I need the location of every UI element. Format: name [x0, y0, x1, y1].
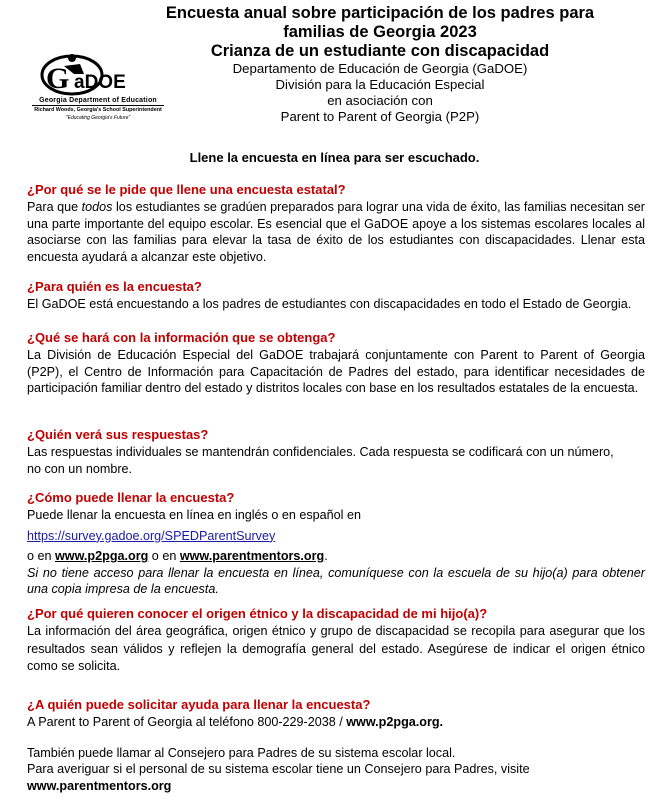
- question-what: ¿Qué se hará con la información que se obtenga?: [27, 330, 336, 345]
- answer-how-italic: Si no tiene acceso para llenar la encuesta en línea, comuníquese con la escuela de su hijo(a) para obtener una copia impresa de la encuesta.: [27, 565, 645, 597]
- question-how: ¿Cómo puede llenar la encuesta?: [27, 490, 235, 505]
- logo-wordmark-g: G: [46, 62, 70, 95]
- document-header: [110, 4, 650, 125]
- answer-how-link-line: [27, 528, 645, 544]
- answer-see-1: Las respuestas individuales se mantendrán confidenciales. Cada respuesta se codificará con un número,: [27, 445, 614, 460]
- dept-line: Departamento de Educación de Georgia (GaDOE): [232, 61, 528, 76]
- parentmentors-link[interactable]: www.parentmentors.org: [179, 549, 325, 564]
- logo-superintendent: Richard Woods, Georgia's School Superintendent: [34, 107, 162, 113]
- division-line: División para la Educación Especial: [275, 77, 485, 92]
- question-why: ¿Por qué se le pide que llene una encuesta estatal?: [27, 182, 346, 197]
- answer-ethnic: La información del área geográfica, origen étnico y grupo de discapacidad se recopila para asegurar que los resultados sean válidos y reflejen la demografía general del estado. Asegúrese de indicar el origen étnico como se solicita.: [27, 624, 645, 674]
- logo-wordmark-rest: aDOE: [74, 72, 126, 93]
- answer-see-2: no con un nombre.: [27, 461, 133, 476]
- answer-how-1: Puede llenar la encuesta en línea en inglés o en español en: [27, 508, 361, 523]
- answer-how-2: o en www.p2pga.org o en www.parentmentors.org.: [27, 549, 328, 564]
- section-what: [27, 330, 645, 397]
- survey-prompt: Llene la encuesta en línea para ser escuchado.: [189, 150, 480, 165]
- answer-why: Para que todos los estudiantes se gradúen preparados para lograr una vida de éxito, las familias necesitan ser una parte importante del equipo escolar. Es esencial que el GaDOE apoye a los sistemas escolares locales al asociarse con las familias para elevar la tasa de éxito de los estudiantes con discapacidades. Llenar esta encuesta ayudará a alcanzar este objetivo.: [27, 200, 645, 264]
- answer-help-3: Para averiguar si el personal de su sistema escolar tiene un Consejero para Padres, visite: [27, 762, 530, 777]
- answer-help-2: También puede llamar al Consejero para Padres de su sistema escolar local.: [27, 745, 456, 760]
- answer-what: La División de Educación Especial del GaDOE trabajará conjuntamente con Parent to Parent of Georgia (P2P), el Centro de Información para Capacitación de Padres del estado, para identificar necesidades de participación familiar dentro del estado y distritos locales con base en los resultados estatales de la encuesta.: [27, 348, 645, 396]
- association-line: en asociación con: [327, 93, 433, 108]
- title-line-2: familias de Georgia 2023: [283, 23, 477, 41]
- title-line-1: Encuesta anual sobre participación de los padres para: [165, 4, 595, 22]
- section-help: [27, 697, 645, 794]
- section-why: [27, 182, 645, 265]
- section-ethnic: [27, 606, 645, 676]
- logo-org-name: Georgia Department of Education: [39, 97, 157, 104]
- p2pga-link[interactable]: www.p2pga.org: [55, 549, 149, 564]
- question-see: ¿Quién verá sus respuestas?: [27, 427, 209, 442]
- title-line-3: Crianza de un estudiante con discapacidad: [210, 42, 550, 60]
- p2pga-link-2[interactable]: www.p2pga.org.: [346, 715, 444, 730]
- partner-line: Parent to Parent of Georgia (P2P): [280, 109, 480, 124]
- section-who: [27, 279, 645, 313]
- section-how: [27, 490, 645, 597]
- question-ethnic: ¿Por qué quieren conocer el origen étnico y la discapacidad de mi hijo(a)?: [27, 606, 488, 621]
- survey-link[interactable]: https://survey.gadoe.org/SPEDParentSurvey: [27, 528, 276, 543]
- question-who: ¿Para quién es la encuesta?: [27, 279, 202, 294]
- logo-tagline: "Educating Georgia's Future": [65, 115, 131, 121]
- parentmentors-link-2[interactable]: www.parentmentors.org: [27, 778, 172, 793]
- answer-help-1: A Parent to Parent of Georgia al teléfono 800-229-2038 / www.p2pga.org.: [27, 715, 444, 730]
- question-help: ¿A quién puede solicitar ayuda para llenar la encuesta?: [27, 697, 371, 712]
- section-see: [27, 427, 645, 477]
- answer-who: El GaDOE está encuestando a los padres de estudiantes con discapacidades en todo el Estado de Georgia.: [27, 297, 632, 312]
